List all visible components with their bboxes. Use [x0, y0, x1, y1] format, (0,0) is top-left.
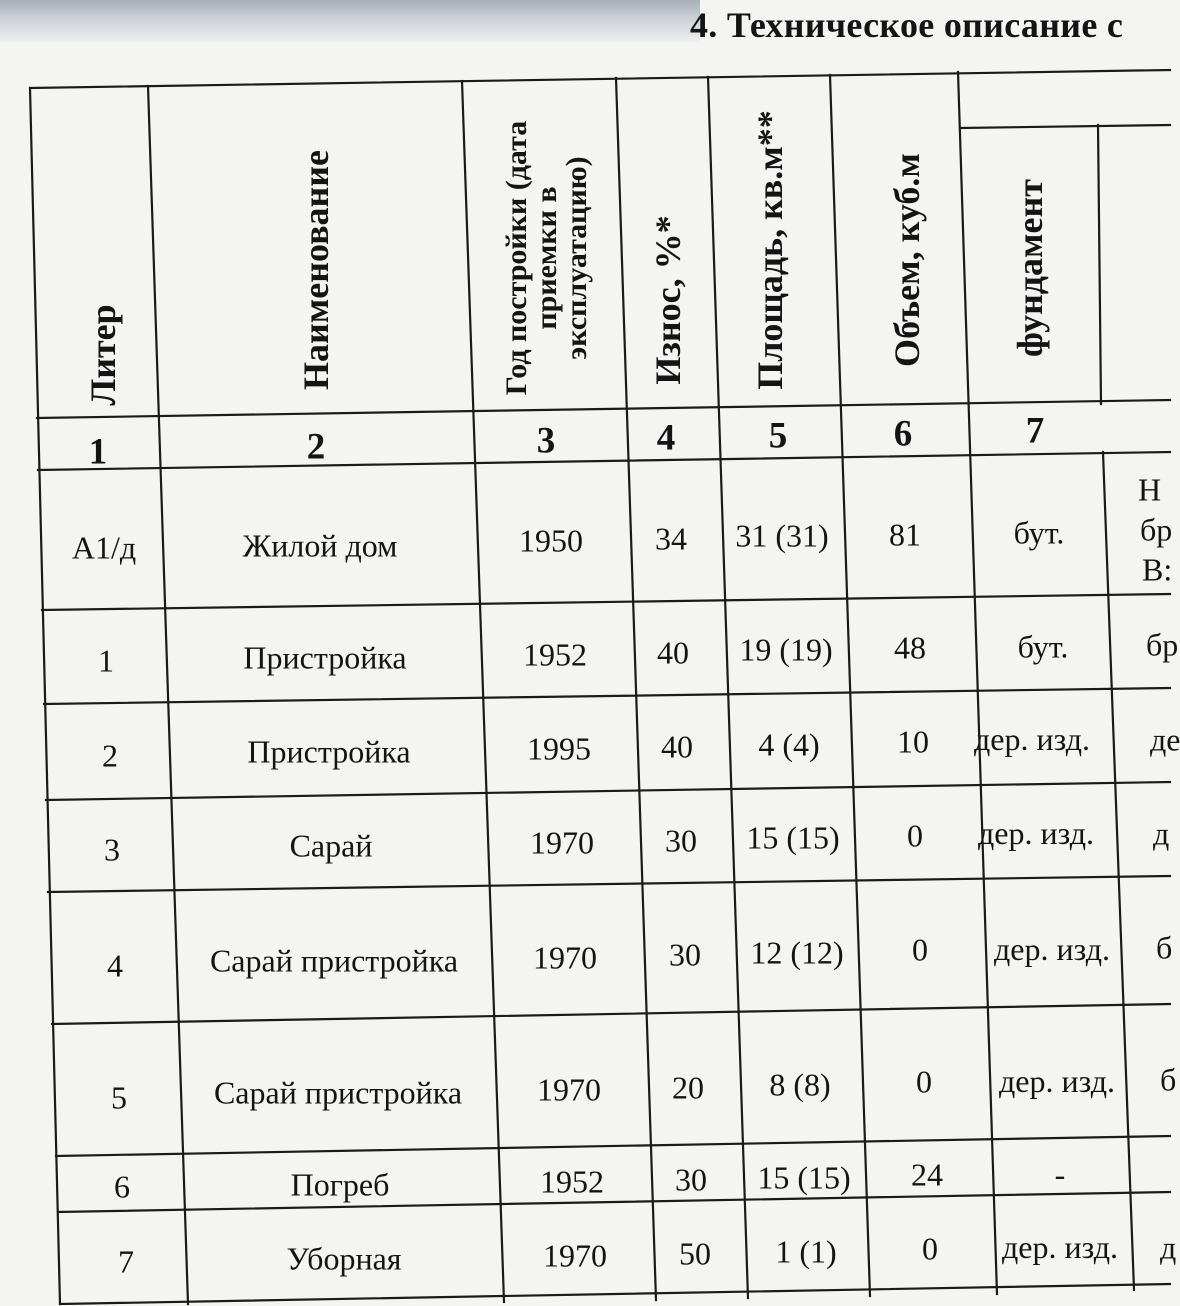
cell-wear: 34	[655, 520, 687, 557]
cell-wear: 30	[675, 1161, 707, 1198]
cell-volume: 0	[922, 1230, 938, 1267]
header-liter: Литер	[83, 304, 123, 406]
column-number: 4	[656, 417, 676, 459]
cell-area: 1 (1)	[775, 1233, 837, 1270]
section-title: 4. Техническое описание с	[690, 5, 1124, 45]
cell-year: 1970	[537, 1071, 601, 1108]
column-number: 6	[893, 413, 913, 455]
cell-name: Жилой дом	[242, 527, 398, 564]
header-wear: Износ, %*	[648, 215, 688, 385]
cell-volume: 0	[912, 931, 928, 968]
cell-partial: б	[1160, 1061, 1177, 1098]
cell-wear: 40	[661, 728, 693, 765]
cell-area: 19 (19)	[739, 631, 833, 668]
cell-partial: б	[1156, 929, 1173, 966]
cell-foundation: дер. изд.	[974, 721, 1090, 758]
cell-volume: 48	[894, 629, 926, 666]
header-volume: Объем, куб.м	[887, 153, 927, 367]
cell-area: 12 (12)	[750, 934, 844, 971]
cell-foundation: дер. изд.	[978, 815, 1094, 852]
cell-wear: 40	[657, 634, 689, 671]
cell-volume: 81	[889, 516, 921, 553]
cell-liter: 5	[111, 1079, 127, 1116]
cell-area: 15 (15)	[746, 819, 840, 856]
cell-name: Сарай	[289, 827, 373, 864]
cell-liter: 1	[98, 642, 114, 679]
cell-name: Сарай пристройка	[209, 942, 459, 979]
cell-wear: 50	[679, 1235, 711, 1272]
cell-year: 1995	[527, 730, 591, 767]
cell-volume: 0	[916, 1063, 932, 1100]
cell-volume: 24	[911, 1156, 943, 1193]
column-number: 1	[88, 431, 108, 473]
cell-foundation: дер. изд.	[994, 931, 1110, 968]
column-number: 7	[1025, 410, 1045, 452]
cell-partial: Н	[1138, 471, 1162, 508]
cell-liter: А1/д	[71, 529, 137, 566]
header-area: Площадь, кв.м**	[750, 110, 790, 390]
column-number: 2	[306, 426, 326, 468]
cell-year: 1950	[519, 522, 583, 559]
cell-partial: бр	[1140, 511, 1173, 548]
cell-year: 1970	[543, 1237, 607, 1274]
cell-foundation: -	[1054, 1156, 1066, 1193]
cell-name: Пристройка	[243, 639, 407, 676]
cell-name: Сарай пристройка	[213, 1074, 463, 1111]
cell-foundation: дер. изд.	[999, 1063, 1115, 1100]
cell-liter: 7	[118, 1243, 134, 1280]
cell-year: 1952	[523, 636, 587, 673]
cell-year: 1952	[540, 1163, 604, 1200]
header-name: Наименование	[296, 150, 336, 390]
cell-area: 4 (4)	[758, 726, 820, 763]
cell-area: 15 (15)	[757, 1159, 851, 1196]
cell-liter: 3	[104, 831, 120, 868]
column-number: 3	[536, 420, 556, 462]
cell-partial: бр	[1146, 626, 1179, 663]
cell-foundation: бут.	[1017, 628, 1069, 665]
cell-area: 31 (31)	[735, 517, 829, 554]
cell-foundation: бут.	[1013, 514, 1065, 551]
cell-partial: В:	[1142, 551, 1173, 588]
cell-year: 1970	[530, 824, 594, 861]
cell-name: Уборная	[286, 1240, 402, 1277]
header-year: Год постройки (дата приемки в эксплуатацию)	[500, 120, 593, 396]
cell-area: 8 (8)	[769, 1066, 831, 1103]
cell-liter: 2	[102, 737, 118, 774]
cell-liter: 4	[107, 947, 123, 984]
cell-partial: де	[1150, 721, 1180, 758]
cell-year: 1970	[533, 939, 597, 976]
cell-wear: 30	[665, 822, 697, 859]
cell-wear: 20	[672, 1069, 704, 1106]
cell-name: Погреб	[290, 1166, 390, 1203]
column-number: 5	[768, 415, 788, 457]
cell-wear: 30	[669, 936, 701, 973]
cell-liter: 6	[114, 1168, 130, 1205]
header-foundation: фундамент	[1010, 179, 1050, 357]
cell-partial: д	[1160, 1229, 1177, 1266]
cell-name: Пристройка	[247, 733, 411, 770]
cell-volume: 0	[907, 817, 923, 854]
cell-volume: 10	[897, 723, 929, 760]
cell-foundation: дер. изд.	[1002, 1229, 1118, 1266]
cell-partial: д	[1153, 815, 1170, 852]
